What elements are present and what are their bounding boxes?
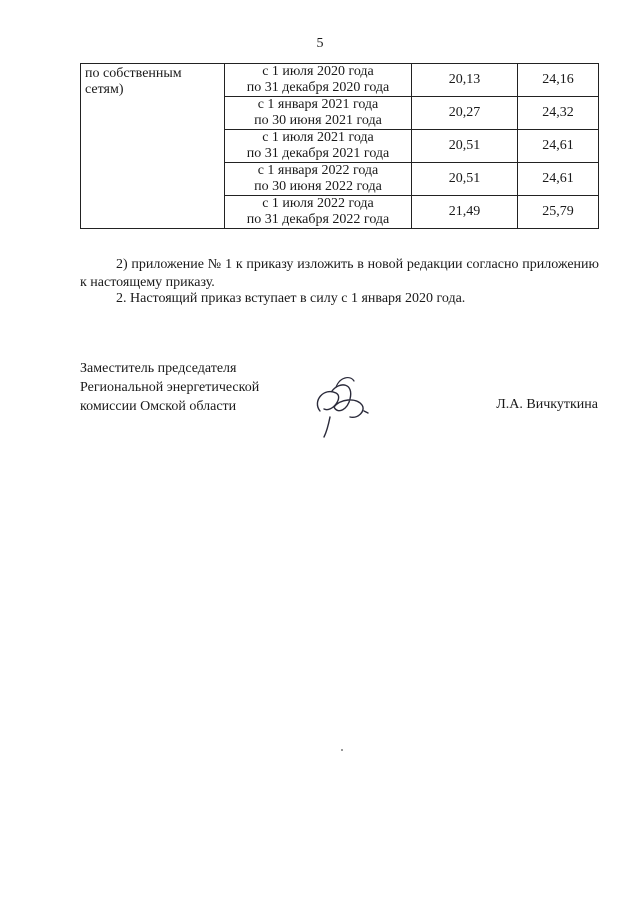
period-end: по 31 декабря 2021 года [246,146,390,161]
page-number: 5 [316,36,324,51]
signatory-title-line: Региональной энергетической [80,380,260,395]
period-cell [225,130,412,163]
signatory-title [80,359,259,416]
value-cell: 24,61 [518,130,599,163]
period-start: с 1 января 2022 года [257,163,379,178]
value-cell: 24,32 [518,97,599,130]
value-cell: 24,16 [518,64,599,97]
value-cell: 21,49 [412,196,518,229]
signatory-name: Л.А. Вичкуткина [496,397,598,412]
period-cell [225,196,412,229]
period-cell [225,64,412,97]
effective-date-paragraph: 2. Настоящий приказ вступает в силу с 1 января 2020 года. [116,291,466,306]
value-cell: 20,13 [412,64,518,97]
value-cell: 25,79 [518,196,599,229]
scan-speck [341,749,343,751]
period-start: с 1 января 2021 года [257,97,379,112]
value-cell: 20,27 [412,97,518,130]
signatory-title-line: комиссии Омской области [80,399,237,414]
period-end: по 31 декабря 2020 года [246,80,390,95]
period-cell [225,97,412,130]
period-end: по 30 июня 2021 года [254,113,382,128]
value-cell: 24,61 [518,163,599,196]
table-row [81,64,599,97]
period-end: по 31 декабря 2022 года [246,212,390,227]
tariff-table [80,63,599,229]
period-start: с 1 июля 2021 года [262,130,374,145]
value-cell: 20,51 [412,163,518,196]
amendment-paragraph: 2) приложение № 1 к приказу изложить в новой редакции согласно приложению к настоящему приказу. [80,257,599,290]
period-start: с 1 июля 2020 года [262,64,374,79]
period-end: по 30 июня 2022 года [254,179,382,194]
period-cell [225,163,412,196]
signatory-title-line: Заместитель председателя [80,361,237,376]
consumer-cell: по собственным сетям) [81,64,225,229]
period-start: с 1 июля 2022 года [262,196,374,211]
value-cell: 20,51 [412,130,518,163]
handwritten-signature [310,373,390,443]
